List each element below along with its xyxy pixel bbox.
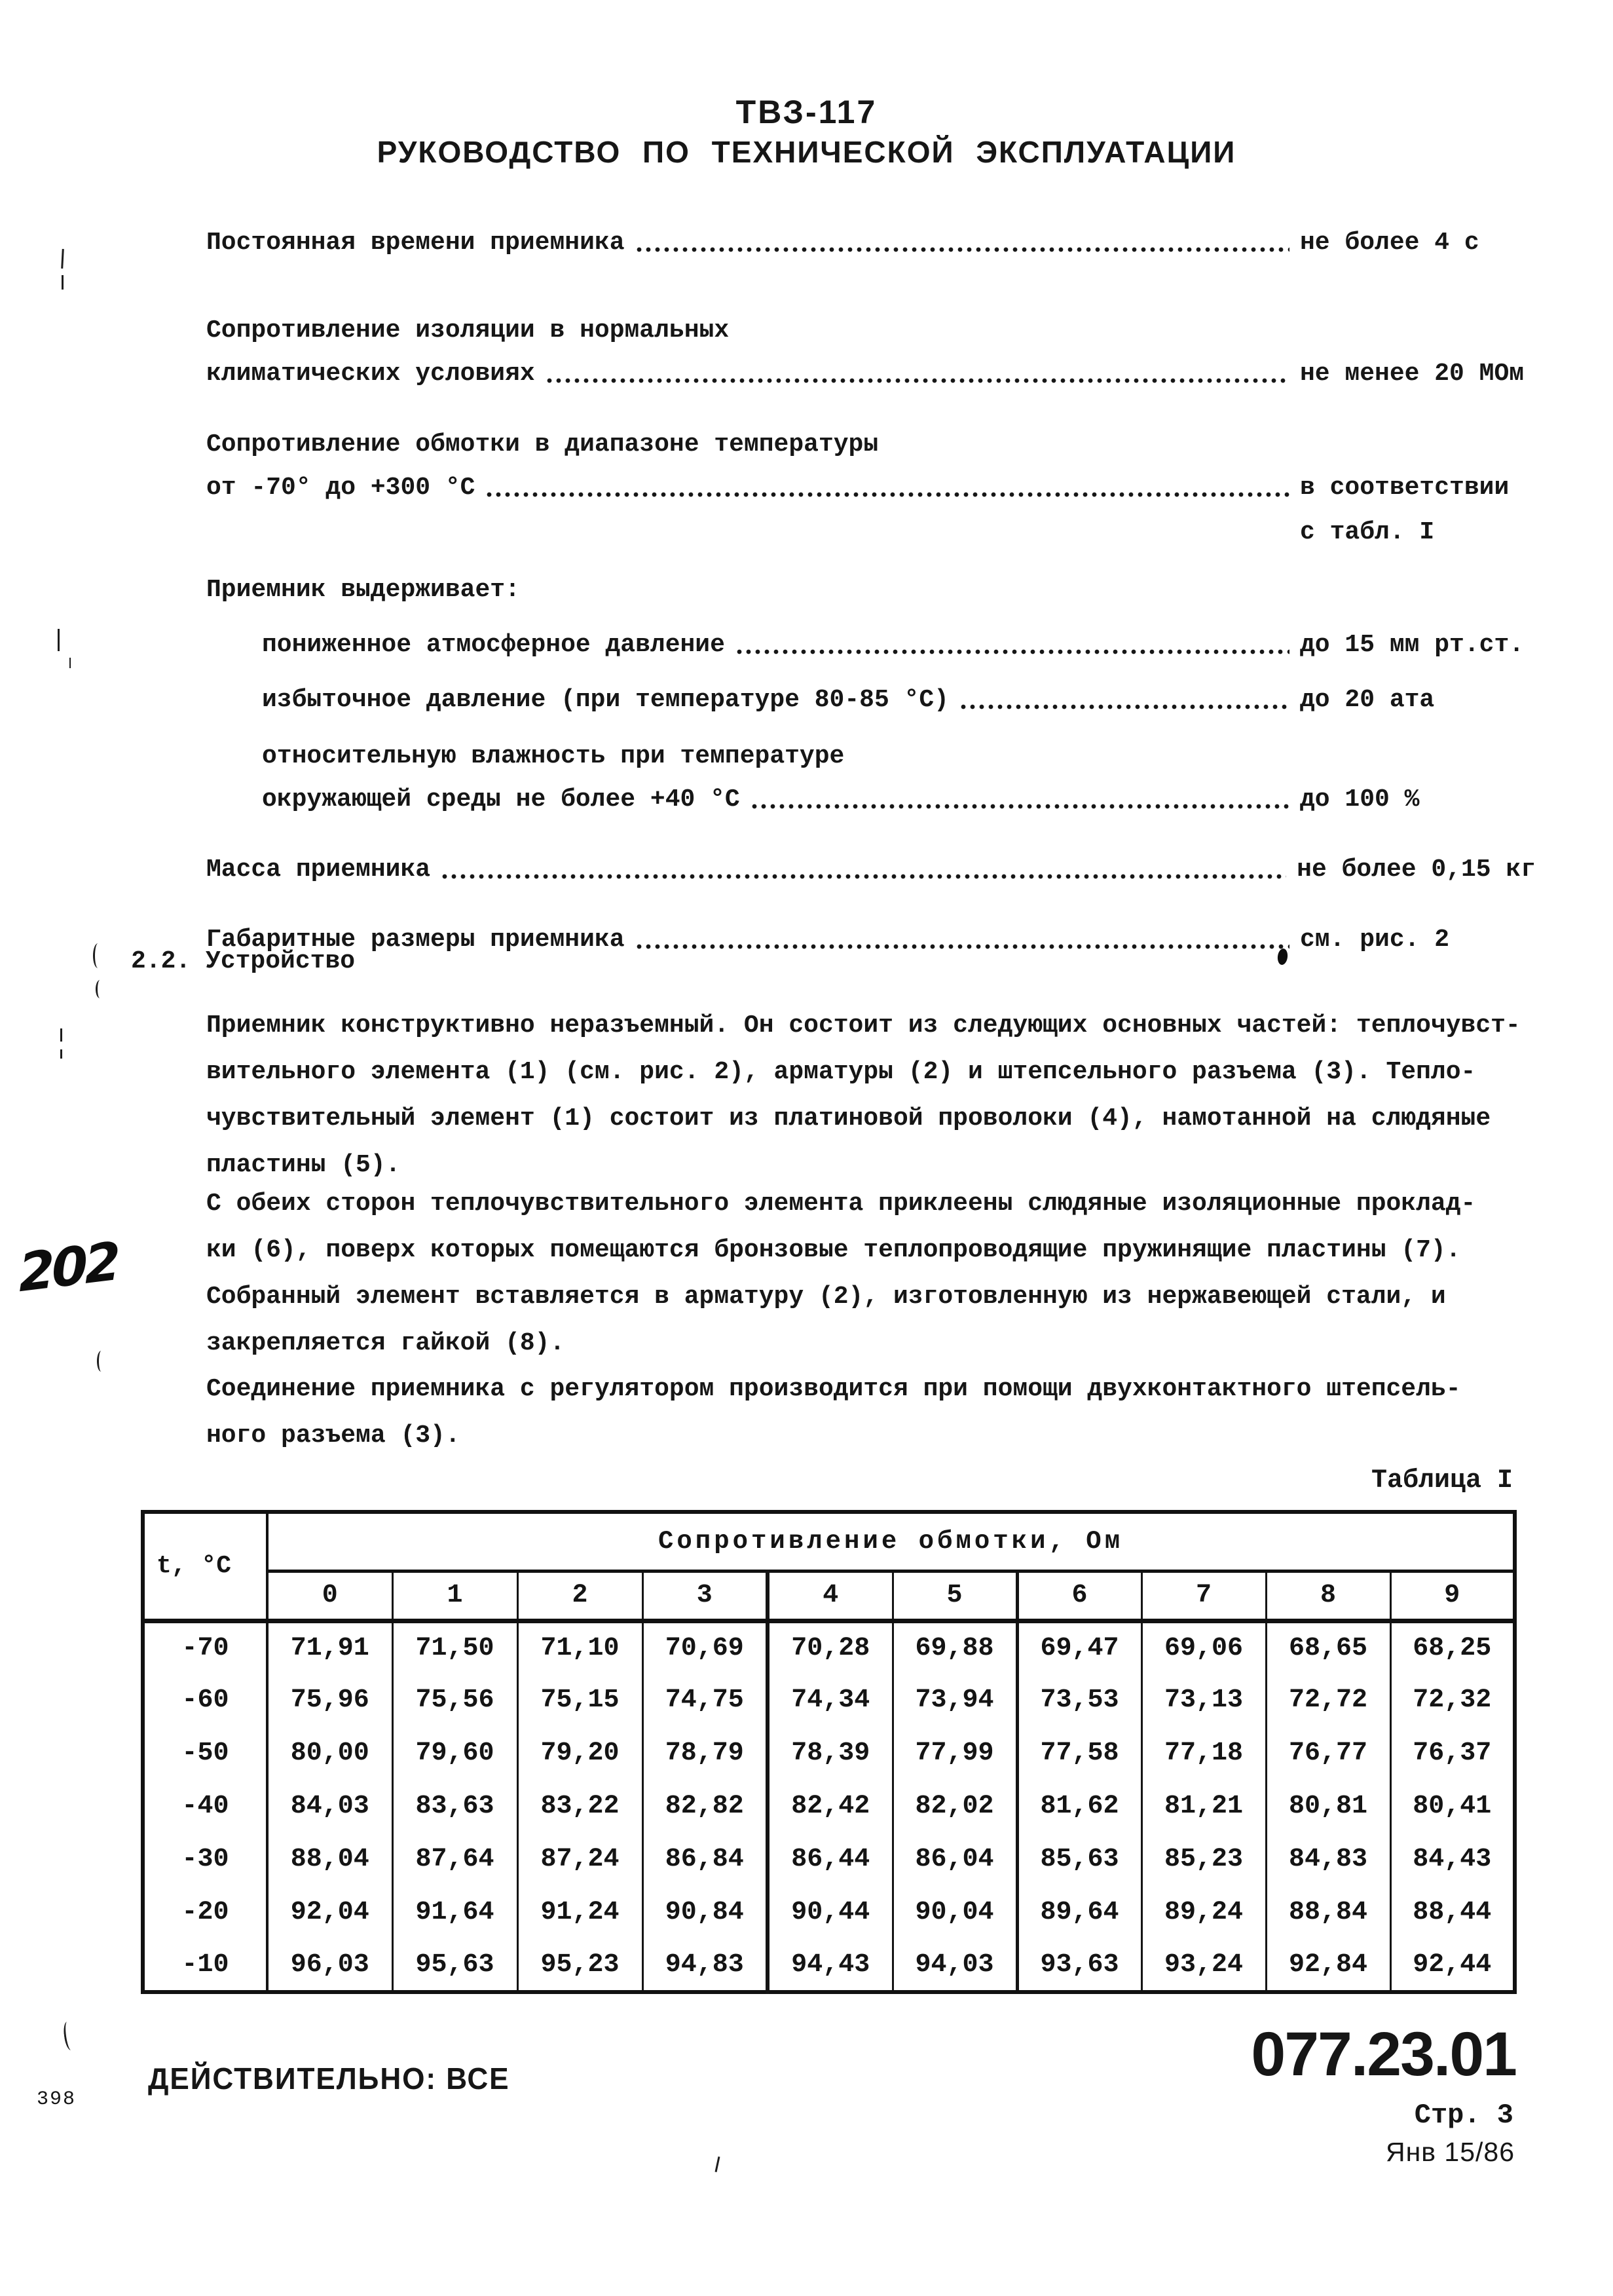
- column-header: 8: [1266, 1571, 1390, 1621]
- spec-low-pressure: [262, 630, 1536, 660]
- doc-code: ТВЗ-117: [735, 94, 878, 130]
- resistance-cell: 86,84: [642, 1833, 768, 1886]
- resistance-cell: 89,64: [1017, 1886, 1141, 1939]
- column-header: 2: [517, 1571, 642, 1621]
- resistance-cell: 75,96: [267, 1674, 392, 1727]
- resistance-cell: 77,18: [1141, 1727, 1266, 1780]
- paragraph-line: чувствительный элемент (1) состоит из платиновой проволоки (4), намотанной на слюдяные: [206, 1104, 1491, 1133]
- spec-winding-value2: с табл. I: [1300, 518, 1435, 546]
- paragraph-construction: [206, 1002, 1521, 1188]
- row-temperature-label: -30: [181, 1845, 229, 1874]
- spec-time-constant: [206, 228, 1536, 258]
- table-row: [143, 1833, 1515, 1886]
- scan-artifact: [97, 1351, 105, 1372]
- table-group-header: Сопротивление обмотки, Ом: [267, 1512, 1515, 1571]
- spec-label: избыточное давление (при температуре 80-85 °С): [262, 686, 949, 714]
- resistance-cell: 78,79: [642, 1727, 768, 1780]
- resistance-cell: 85,63: [1017, 1833, 1141, 1886]
- resistance-cell: 84,83: [1266, 1833, 1390, 1886]
- resistance-cell: 69,47: [1017, 1621, 1141, 1674]
- resistance-cell: 71,50: [392, 1621, 517, 1674]
- resistance-cell: 90,44: [768, 1886, 893, 1939]
- resistance-cell: 88,04: [267, 1833, 392, 1886]
- resistance-cell: 75,15: [517, 1674, 642, 1727]
- paragraph-line: ки (6), поверх которых помещаются бронзовые теплопроводящие пружинящие пластины (7).: [206, 1236, 1461, 1264]
- resistance-cell: 92,84: [1266, 1939, 1390, 1992]
- table-caption: Таблица I: [1371, 1466, 1513, 1496]
- doc-number: 077.23.01: [1251, 2020, 1516, 2089]
- spec-winding-line2: [206, 473, 1536, 503]
- paragraph-assembly: [206, 1180, 1475, 1366]
- resistance-cell: 88,44: [1390, 1886, 1515, 1939]
- spec-label: Постоянная времени приемника: [206, 229, 625, 257]
- handwritten-page-note: 202: [17, 1230, 119, 1304]
- spec-value: до 20 ата: [1300, 686, 1435, 714]
- resistance-cell: 73,94: [893, 1674, 1017, 1727]
- row-temperature-label: -20: [181, 1898, 229, 1927]
- row-temperature-label: -10: [181, 1949, 229, 1980]
- scan-artifact: [96, 980, 104, 998]
- spec-insulation-line1: Сопротивление изоляции в нормальных: [206, 316, 730, 345]
- resistance-cell: 92,04: [267, 1886, 392, 1939]
- table-corner-label: t, °С: [143, 1512, 267, 1621]
- resistance-cell: 81,62: [1017, 1780, 1141, 1833]
- doc-title: РУКОВОДСТВО ПО ТЕХНИЧЕСКОЙ ЭКСПЛУАТАЦИИ: [377, 135, 1236, 169]
- resistance-cell: 69,06: [1141, 1621, 1266, 1674]
- resistance-cell: 93,24: [1141, 1939, 1266, 1992]
- resistance-cell: 95,23: [517, 1939, 642, 1992]
- resistance-cell: 76,37: [1390, 1727, 1515, 1780]
- scan-artifact: [60, 1049, 62, 1059]
- resistance-cell: 90,04: [893, 1886, 1017, 1939]
- resistance-cell: 81,21: [1141, 1780, 1266, 1833]
- paragraph-line: ного разъема (3).: [206, 1421, 460, 1450]
- column-header: 9: [1390, 1571, 1515, 1621]
- spec-value: см. рис. 2: [1300, 926, 1450, 954]
- page-number: Стр. 3: [1414, 2099, 1513, 2131]
- dot-leader: [635, 246, 1289, 254]
- spec-value: в соответствии: [1300, 474, 1510, 502]
- column-header: 7: [1141, 1571, 1266, 1621]
- column-header: 6: [1017, 1571, 1141, 1621]
- resistance-cell: 71,10: [517, 1621, 642, 1674]
- spec-label: окружающей среды не более +40 °С: [262, 785, 740, 814]
- resistance-cell: 74,75: [642, 1674, 768, 1727]
- resistance-table: [141, 1510, 1517, 1994]
- resistance-cell: 88,84: [1266, 1886, 1390, 1939]
- table-row: [143, 1674, 1515, 1727]
- issue-date: Янв 15/86: [1385, 2137, 1515, 2167]
- dot-leader: [735, 648, 1289, 656]
- resistance-cell: 72,72: [1266, 1674, 1390, 1727]
- spec-value: до 15 мм рт.ст.: [1300, 631, 1525, 659]
- spec-humidity-line1: относительную влажность при температуре: [262, 742, 845, 770]
- resistance-cell: 79,20: [517, 1727, 642, 1780]
- table-row: [143, 1939, 1515, 1992]
- resistance-cell: 87,24: [517, 1833, 642, 1886]
- spec-value: не более 4 с: [1300, 229, 1479, 257]
- scan-artifact: [69, 658, 71, 668]
- spec-mass: [206, 855, 1536, 885]
- paragraph-line: вительного элемента (1) (см. рис. 2), арматуры (2) и штепсельного разъема (3). Тепло-: [206, 1058, 1476, 1086]
- resistance-cell: 73,13: [1141, 1674, 1266, 1727]
- resistance-cell: 79,60: [392, 1727, 517, 1780]
- table-row: [143, 1780, 1515, 1833]
- resistance-cell: 74,34: [768, 1674, 893, 1727]
- resistance-cell: 84,03: [267, 1780, 392, 1833]
- spec-withstands-head: Приемник выдерживает:: [206, 576, 520, 604]
- paragraph-line: закрепляется гайкой (8).: [206, 1329, 565, 1357]
- resistance-cell: 85,23: [1141, 1833, 1266, 1886]
- resistance-cell: 75,56: [392, 1674, 517, 1727]
- dot-leader: [959, 703, 1289, 711]
- row-temperature-label: -50: [181, 1739, 229, 1768]
- paragraph-line: пластины (5).: [206, 1151, 401, 1179]
- scan-artifact: [93, 943, 103, 968]
- resistance-cell: 83,63: [392, 1780, 517, 1833]
- resistance-cell: 86,44: [768, 1833, 893, 1886]
- spec-humidity-line2: [262, 785, 1536, 815]
- resistance-cell: 94,43: [768, 1939, 893, 1992]
- column-header: 1: [392, 1571, 517, 1621]
- row-temperature-label: -70: [181, 1633, 229, 1663]
- dot-leader: [441, 873, 1286, 880]
- resistance-cell: 89,24: [1141, 1886, 1266, 1939]
- scan-artifact: [60, 1028, 62, 1042]
- resistance-cell: 95,63: [392, 1939, 517, 1992]
- dot-leader: [546, 377, 1289, 385]
- resistance-cell: 86,04: [893, 1833, 1017, 1886]
- spec-label: пониженное атмосферное давление: [262, 631, 725, 659]
- table-row: [143, 1621, 1515, 1674]
- validity-note: ДЕЙСТВИТЕЛЬНО: ВСЕ: [148, 2061, 510, 2096]
- spec-over-pressure: [262, 685, 1536, 715]
- table-row: [143, 1886, 1515, 1939]
- resistance-cell: 96,03: [267, 1939, 392, 1992]
- resistance-cell: 77,99: [893, 1727, 1017, 1780]
- resistance-cell: 68,25: [1390, 1621, 1515, 1674]
- resistance-cell: 76,77: [1266, 1727, 1390, 1780]
- spec-value: не менее 20 МОм: [1300, 360, 1525, 388]
- table-subheader-row: [143, 1571, 1515, 1621]
- resistance-cell: 91,64: [392, 1886, 517, 1939]
- column-header: 4: [768, 1571, 893, 1621]
- resistance-cell: 70,28: [768, 1621, 893, 1674]
- column-header: 5: [893, 1571, 1017, 1621]
- spec-label: Масса приемника: [206, 856, 431, 884]
- scan-artifact: [61, 249, 64, 269]
- spec-label: от -70° до +300 °С: [206, 474, 475, 502]
- resistance-cell: 80,41: [1390, 1780, 1515, 1833]
- dot-leader: [485, 491, 1289, 499]
- paragraph-line: Собранный элемент вставляется в арматуру (2), изготовленную из нержавеющей стали, и: [206, 1283, 1446, 1311]
- dot-leader: [751, 802, 1289, 810]
- resistance-cell: 78,39: [768, 1727, 893, 1780]
- resistance-cell: 82,02: [893, 1780, 1017, 1833]
- resistance-cell: 71,91: [267, 1621, 392, 1674]
- resistance-cell: 91,24: [517, 1886, 642, 1939]
- sheet-number: 398: [37, 2088, 77, 2111]
- resistance-cell: 94,03: [893, 1939, 1017, 1992]
- resistance-cell: 90,84: [642, 1886, 768, 1939]
- resistance-cell: 84,43: [1390, 1833, 1515, 1886]
- resistance-cell: 73,53: [1017, 1674, 1141, 1727]
- resistance-cell: 82,42: [768, 1780, 893, 1833]
- spec-winding-line1: Сопротивление обмотки в диапазоне температуры: [206, 430, 879, 459]
- spec-insulation-line2: [206, 359, 1536, 389]
- paragraph-line: С обеих сторон теплочувствительного элемента приклеены слюдяные изоляционные проклад-: [206, 1190, 1476, 1218]
- resistance-cell: 80,81: [1266, 1780, 1390, 1833]
- table-row: [143, 1727, 1515, 1780]
- paragraph-connection: [206, 1366, 1461, 1459]
- spec-value: до 100 %: [1300, 785, 1420, 814]
- paragraph-line: Приемник конструктивно неразъемный. Он состоит из следующих основных частей: теплочувст-: [206, 1011, 1521, 1040]
- resistance-cell: 72,32: [1390, 1674, 1515, 1727]
- resistance-cell: 80,00: [267, 1727, 392, 1780]
- spec-value: не более 0,15 кг: [1297, 856, 1536, 884]
- row-temperature-label: -40: [181, 1792, 229, 1821]
- scan-artifact: [62, 2021, 76, 2051]
- resistance-cell: 92,44: [1390, 1939, 1515, 1992]
- resistance-cell: 87,64: [392, 1833, 517, 1886]
- resistance-cell: 93,63: [1017, 1939, 1141, 1992]
- spec-label: Габаритные размеры приемника: [206, 926, 625, 954]
- resistance-cell: 69,88: [893, 1621, 1017, 1674]
- table-body: [143, 1621, 1515, 1992]
- resistance-cell: 82,82: [642, 1780, 768, 1833]
- resistance-cell: 83,22: [517, 1780, 642, 1833]
- resistance-cell: 68,65: [1266, 1621, 1390, 1674]
- scan-artifact: [58, 629, 60, 651]
- resistance-cell: 77,58: [1017, 1727, 1141, 1780]
- scan-artifact: [715, 2156, 720, 2172]
- paragraph-line: Соединение приемника с регулятором производится при помощи двухконтактного штепсель-: [206, 1375, 1461, 1403]
- dot-leader: [635, 943, 1289, 950]
- resistance-cell: 94,83: [642, 1939, 768, 1992]
- resistance-cell: 70,69: [642, 1621, 768, 1674]
- section-heading: 2.2. Устройство: [131, 947, 356, 975]
- column-header: 3: [642, 1571, 768, 1621]
- scan-artifact: [62, 275, 64, 290]
- spec-label: климатических условиях: [206, 360, 535, 388]
- row-temperature-label: -60: [181, 1685, 229, 1715]
- spec-dimensions: [206, 925, 1536, 955]
- column-header: 0: [267, 1571, 392, 1621]
